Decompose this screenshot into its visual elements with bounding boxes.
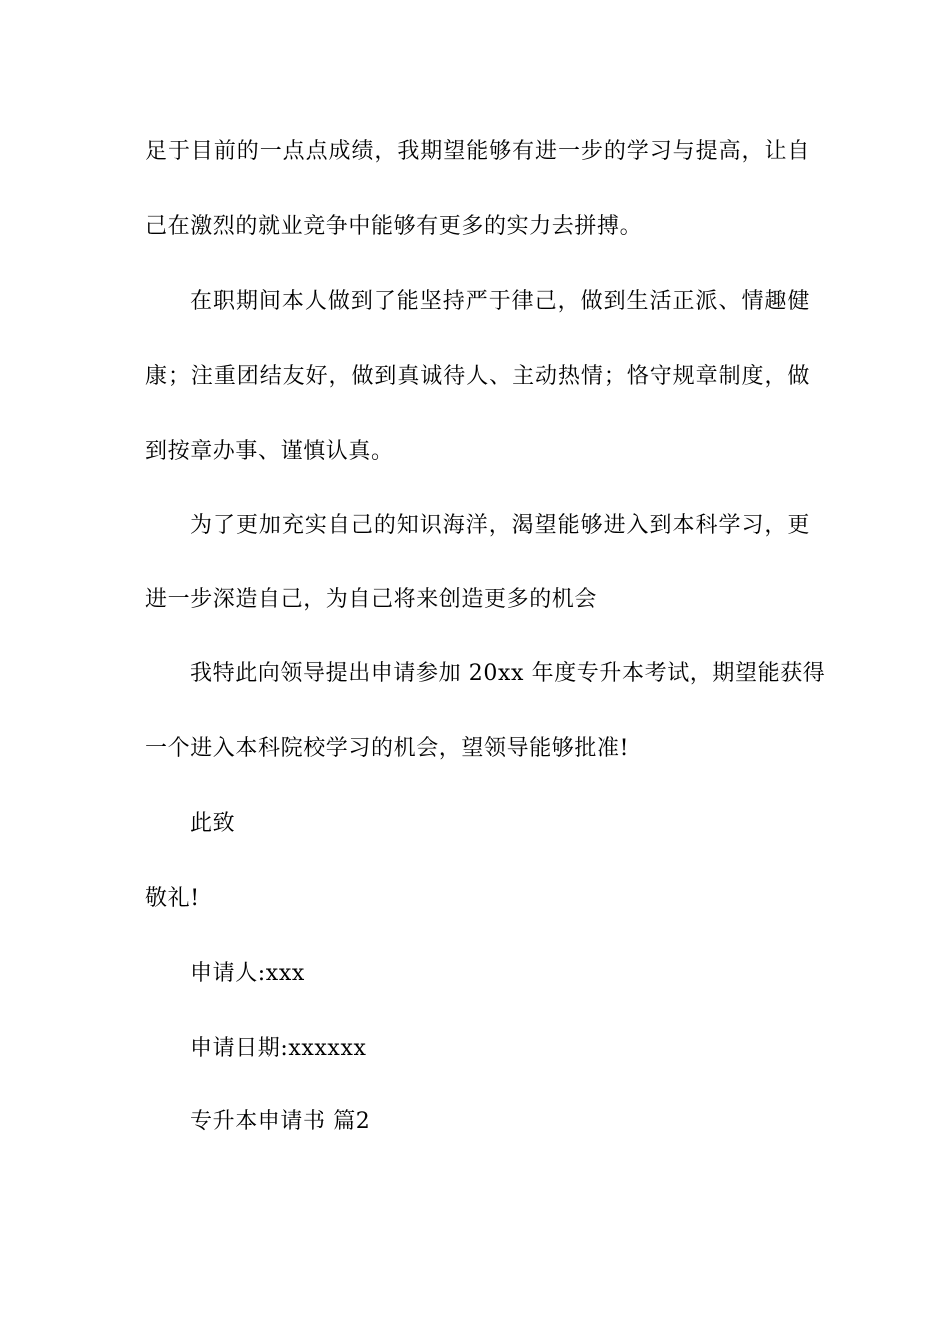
- paragraph-line-3: 在职期间本人做到了能坚持严于律己，做到生活正派、情趣健: [190, 289, 810, 314]
- applicant-line: 申请人:xxx: [190, 961, 305, 986]
- paragraph-line-2: 己在激烈的就业竞争中能够有更多的实力去拼搏。: [145, 214, 643, 239]
- paragraph-line-4: 康；注重团结友好，做到真诚待人、主动热情；恪守规章制度，做: [145, 364, 810, 389]
- closing-salutation: 此致: [190, 811, 236, 836]
- paragraph-line-8: 我特此向领导提出申请参加 20xx 年度专升本考试，期望能获得: [190, 661, 826, 686]
- paragraph-line-6: 为了更加充实自己的知识海洋，渴望能够进入到本科学习，更: [190, 513, 810, 538]
- paragraph-line-9: 一个进入本科院校学习的机会，望领导能够批准!: [145, 736, 630, 761]
- closing-regards: 敬礼!: [145, 886, 200, 911]
- paragraph-line-7: 进一步深造自己，为自己将来创造更多的机会: [145, 587, 598, 612]
- paragraph-line-5: 到按章办事、谨慎认真。: [145, 439, 394, 464]
- application-date-line: 申请日期:xxxxxx: [190, 1036, 367, 1061]
- paragraph-line-1: 足于目前的一点点成绩，我期望能够有进一步的学习与提高，让自: [145, 139, 810, 164]
- section-heading: 专升本申请书 篇2: [190, 1109, 371, 1134]
